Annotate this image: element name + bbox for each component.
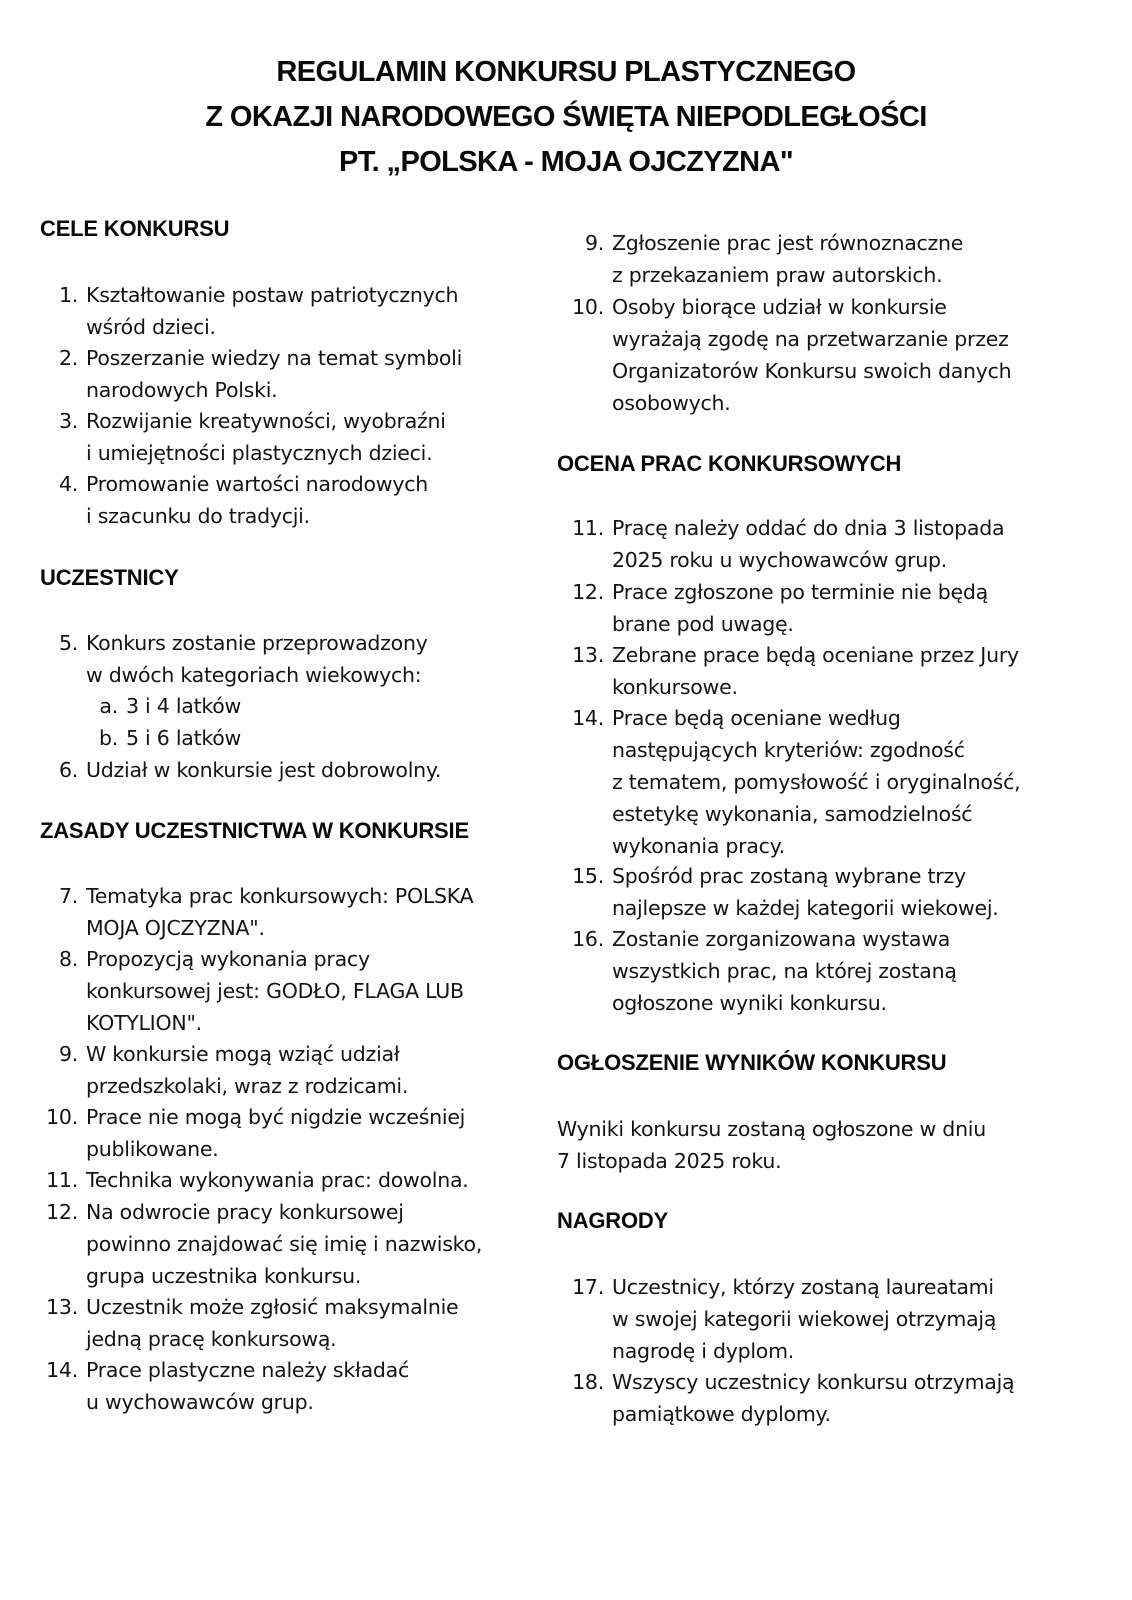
list-item: 9. Zgłoszenie prac jest równoznaczne z przekazaniem praw autorskich. [584,231,964,287]
list-item: 10. Prace nie mogą być nigdzie wcześniej publikowane. [46,1105,466,1161]
list-item: 7. Tematyka prac konkursowych: POLSKA MOJA OJCZYZNA". [58,884,474,940]
document-title [0,50,1132,185]
list-item: 10. Osoby biorące udział w konkursie wyrażają zgodę na przetwarzanie przez Organizatorów Konkursu swoich danych osobowych. [572,295,1012,415]
list-item: 13. Zebrane prace będą oceniane przez Jury konkursowe. [572,643,1019,699]
list-item: 16. Zostanie zorganizowana wystawa wszystkich prac, na której zostaną ogłoszone wyniki konkursu. [572,927,957,1015]
list-item: 14. Prace będą oceniane według następujących kryteriów: zgodność z tematem, pomysłowość i oryginalność, estetykę wykonania, samodzielność wykonania pracy. [572,706,1021,858]
list-item: 8. Propozycją wykonania pracy konkursowej jest: GODŁO, FLAGA LUB KOTYLION". [58,947,464,1035]
section-heading-wyniki: OGŁOSZENIE WYNIKÓW KONKURSU [557,1050,947,1075]
section-heading-ocena: OCENA PRAC KONKURSOWYCH [557,451,902,476]
list-item: 3. Rozwijanie kreatywności, wyobraźni i umiejętności plastycznych dzieci. [58,409,446,465]
title-line-3: PT. „POLSKA - MOJA OJCZYZNA" [339,146,793,178]
list-item: 1. Kształtowanie postaw patriotycznych wśród dzieci. [58,283,459,339]
list-item: 11. Technika wykonywania prac: dowolna. [46,1168,469,1192]
section-heading-uczestnicy: UCZESTNICY [40,565,179,590]
title-line-1: REGULAMIN KONKURSU PLASTYCZNEGO [276,56,856,88]
list-item: 14. Prace plastyczne należy składać u wychowawców grup. [46,1358,409,1414]
list-item: 15. Spośród prac zostaną wybrane trzy najlepsze w każdej kategorii wiekowej. [572,864,999,920]
list-item: 18. Wszyscy uczestnicy konkursu otrzymają pamiątkowe dyplomy. [572,1370,1015,1426]
list-item: 4. Promowanie wartości narodowych i szacunku do tradycji. [58,472,428,528]
list-item: 9. W konkursie mogą wziąć udział przedszkolaki, wraz z rodzicami. [58,1042,409,1098]
section-heading-nagrody: NAGRODY [557,1208,669,1233]
list-item: 5. Konkurs zostanie przeprowadzony w dwóch kategoriach wiekowych: [58,631,428,687]
results-announcement: Wyniki konkursu zostaną ogłoszone w dniu 7 listopada 2025 roku. [557,1117,986,1173]
list-item: 13. Uczestnik może zgłosić maksymalnie jedną pracę konkursową. [46,1295,459,1351]
title-line-2: Z OKAZJI NARODOWEGO ŚWIĘTA NIEPODLEGŁOŚCI [205,101,927,133]
sub-list-item: a. 3 i 4 latków [99,694,242,718]
section-heading-zasady: ZASADY UCZESTNICTWA W KONKURSIE [40,818,469,843]
sub-list-item: b. 5 i 6 latków [98,726,242,750]
list-item: 2. Poszerzanie wiedzy na temat symboli narodowych Polski. [58,346,463,402]
list-item: 6. Udział w konkursie jest dobrowolny. [58,758,442,782]
list-item: 12. Prace zgłoszone po terminie nie będą brane pod uwagę. [572,580,988,636]
list-item: 12. Na odwrocie pracy konkursowej powinno znajdować się imię i nazwisko, grupa uczestnika konkursu. [46,1200,483,1288]
list-item: 17. Uczestnicy, którzy zostaną laureatami w swojej kategorii wiekowej otrzymają nagrodę i dyplom. [572,1275,997,1363]
section-heading-cele: CELE KONKURSU [40,216,230,241]
list-item: 11. Pracę należy oddać do dnia 3 listopada 2025 roku u wychowawców grup. [572,516,1005,572]
